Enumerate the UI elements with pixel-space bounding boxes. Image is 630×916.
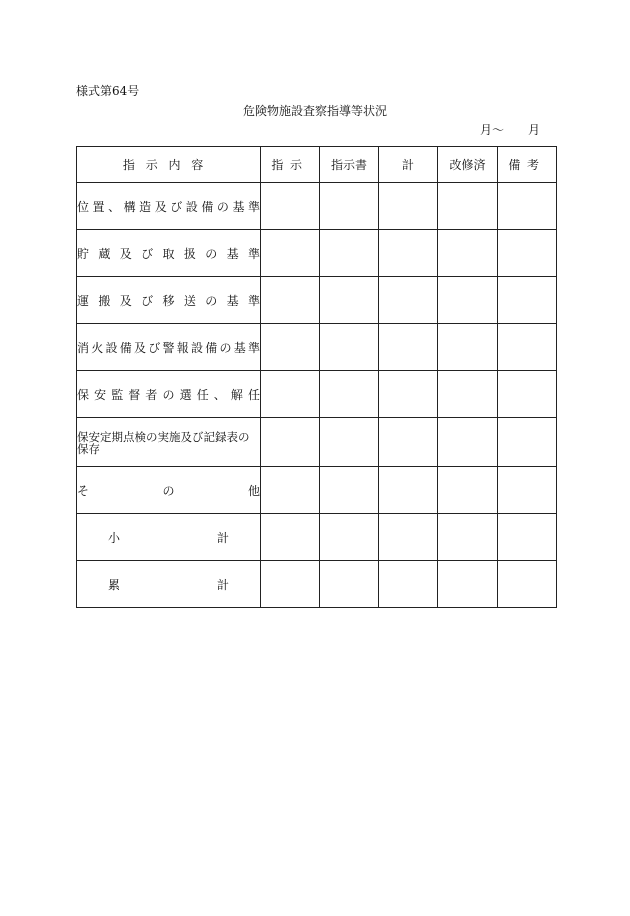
table-row <box>77 514 557 561</box>
cell-instruction <box>261 371 320 418</box>
cell-total <box>379 277 438 324</box>
cell-repaired <box>438 277 498 324</box>
period-from: 月～ <box>480 123 505 137</box>
cell-remarks <box>498 467 557 514</box>
column-header-total: 計 <box>379 147 438 183</box>
table-row <box>77 183 557 230</box>
column-header-remarks: 備考 <box>498 147 557 183</box>
row-label: 小計 <box>77 514 261 561</box>
cell-instruction-document <box>320 514 379 561</box>
cell-instruction-document <box>320 418 379 467</box>
column-header-instruction: 指示 <box>261 147 320 183</box>
cell-total <box>379 561 438 608</box>
column-header-instruction-content: 指示内容 <box>77 147 261 183</box>
cell-remarks <box>498 277 557 324</box>
cell-instruction <box>261 418 320 467</box>
cell-instruction-document <box>320 371 379 418</box>
row-label: 消火設備及び警報設備の基準 <box>77 324 261 371</box>
cell-total <box>379 230 438 277</box>
cell-repaired <box>438 371 498 418</box>
cell-total <box>379 371 438 418</box>
table-row <box>77 371 557 418</box>
cell-total <box>379 514 438 561</box>
cell-total <box>379 324 438 371</box>
cell-total <box>379 467 438 514</box>
cell-repaired <box>438 467 498 514</box>
cell-total <box>379 183 438 230</box>
cell-remarks <box>498 230 557 277</box>
cell-remarks <box>498 561 557 608</box>
row-label: 保安定期点検の実施及び記録表の保存 <box>77 418 261 467</box>
row-label: その他 <box>77 467 261 514</box>
cell-instruction <box>261 230 320 277</box>
period-to: 月 <box>528 123 541 137</box>
table-row <box>77 277 557 324</box>
row-label: 位置、構造及び設備の基準 <box>77 183 261 230</box>
form-number: 様式第64号 <box>76 84 140 98</box>
column-header-instruction-document: 指示書 <box>320 147 379 183</box>
cell-repaired <box>438 324 498 371</box>
cell-repaired <box>438 418 498 467</box>
document-title: 危険物施設査察指導等状況 <box>242 104 387 118</box>
cell-remarks <box>498 418 557 467</box>
cell-remarks <box>498 371 557 418</box>
row-label: 運搬及び移送の基準 <box>77 277 261 324</box>
row-label: 累計 <box>77 561 261 608</box>
row-label: 保安監督者の選任、解任 <box>77 371 261 418</box>
cell-repaired <box>438 514 498 561</box>
cell-instruction <box>261 467 320 514</box>
cell-instruction <box>261 514 320 561</box>
cell-instruction-document <box>320 324 379 371</box>
cell-instruction <box>261 561 320 608</box>
inspection-guidance-table <box>76 146 557 608</box>
cell-remarks <box>498 183 557 230</box>
table-row <box>77 324 557 371</box>
cell-repaired <box>438 561 498 608</box>
table-row <box>77 418 557 467</box>
cell-instruction <box>261 324 320 371</box>
cell-repaired <box>438 183 498 230</box>
cell-instruction-document <box>320 467 379 514</box>
table-header-row <box>77 147 557 183</box>
table-row <box>77 467 557 514</box>
table-row <box>77 561 557 608</box>
cell-remarks <box>498 324 557 371</box>
cell-remarks <box>498 514 557 561</box>
cell-instruction-document <box>320 561 379 608</box>
cell-instruction <box>261 277 320 324</box>
cell-instruction <box>261 183 320 230</box>
row-label: 貯蔵及び取扱の基準 <box>77 230 261 277</box>
column-header-repaired: 改修済 <box>438 147 498 183</box>
cell-instruction-document <box>320 277 379 324</box>
cell-instruction-document <box>320 183 379 230</box>
cell-repaired <box>438 230 498 277</box>
cell-instruction-document <box>320 230 379 277</box>
cell-total <box>379 418 438 467</box>
table-row <box>77 230 557 277</box>
